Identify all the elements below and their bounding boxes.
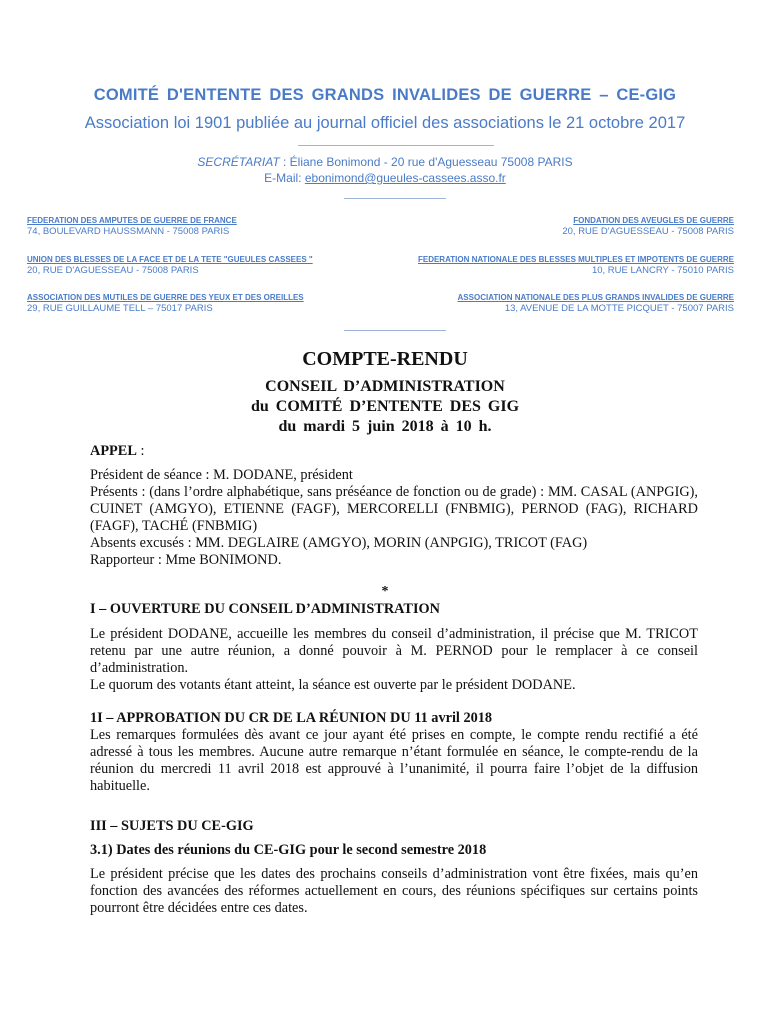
org-address: 74, BOULEVARD HAUSSMANN - 75008 PARIS	[27, 226, 230, 237]
org-block	[27, 255, 313, 276]
org-address: 29, RUE GUILLAUME TELL – 75017 PARIS	[27, 303, 213, 314]
appel-body	[90, 467, 698, 569]
org-block	[27, 293, 304, 314]
org-name: FEDERATION DES AMPUTES DE GUERRE DE FRANCE	[27, 216, 237, 225]
appel-president: Président de séance : M. DODANE, président	[90, 467, 353, 483]
sub-heading: 3.1) Dates des réunions du CE-GIG pour le second semestre 2018	[90, 842, 487, 858]
divider	[344, 198, 446, 199]
appel-absents: Absents excusés : MM. DEGLAIRE (AMGYO), MORIN (ANPGIG), TRICOT (FAG)	[90, 535, 588, 551]
org-address: 20, RUE D'AGUESSEAU - 75008 PARIS	[27, 265, 199, 276]
org-block	[562, 216, 734, 237]
section-heading: III – SUJETS DU CE-GIG	[90, 818, 254, 834]
email-line	[0, 171, 770, 185]
appel-rapporteur: Rapporteur : Mme BONIMOND.	[90, 552, 282, 568]
paragraph: Le président DODANE, accueille les membres du conseil d’administration, il précise que M. TRICOT retenu par une autre réunion, a donné pouvoir à M. PERNOD pour le remplacer à ce conseil d’administration.	[90, 626, 698, 676]
org-name: FONDATION DES AVEUGLES DE GUERRE	[573, 216, 734, 225]
org-name: ASSOCIATION NATIONALE DES PLUS GRANDS INVALIDES DE GUERRE	[457, 293, 734, 302]
document-date: du mardi 5 juin 2018 à 10 h.	[278, 418, 492, 435]
paragraph: Les remarques formulées dès avant ce jour ayant été prises en compte, le compte rendu rectifié a été adressé à tous les membres. Aucune autre remarque n’étant formulée en séance, le compte-rendu de la réunion du mercredi 11 avril 2018 est approuvé à l’unanimité, il pourra faire l’objet de la diffusion habituelle.	[90, 727, 698, 794]
paragraph: Le quorum des votants étant atteint, la séance est ouverte par le président DODANE.	[90, 677, 576, 693]
email-link[interactable]: ebonimond@gueules-cassees.asso.fr	[304, 171, 506, 185]
org-address: 13, AVENUE DE LA MOTTE PICQUET - 75007 PARIS	[504, 303, 734, 314]
section-2	[90, 710, 698, 795]
section-3-1-body	[90, 866, 698, 917]
org-block	[418, 255, 734, 276]
org-name: UNION DES BLESSES DE LA FACE ET DE LA TETE "GUEULES CASSEES "	[27, 255, 313, 264]
secretariat-label: SECRÉTARIAT	[197, 155, 280, 169]
org-block	[458, 293, 734, 314]
document-subtitle: du COMITÉ D’ENTENTE DES GIG	[250, 398, 520, 415]
org-name: FEDERATION NATIONALE DES BLESSES MULTIPLES ET IMPOTENTS DE GUERRE	[417, 255, 734, 264]
organization-title: COMITÉ D'ENTENTE DES GRANDS INVALIDES DE GUERRE – CE-GIG	[93, 86, 677, 104]
section-3	[90, 818, 698, 835]
secretariat-address: : Éliane Bonimond - 20 rue d'Aguesseau 75008 PARIS	[279, 155, 573, 169]
org-address: 20, RUE D'AGUESSEAU - 75008 PARIS	[562, 226, 734, 237]
appel-heading: APPEL :	[90, 443, 145, 459]
separator-star: *	[381, 584, 389, 599]
divider	[298, 145, 494, 146]
section-3-1	[90, 842, 698, 859]
email-label: E-Mail:	[264, 171, 305, 185]
organization-subtitle: Association loi 1901 publiée au journal officiel des associations le 21 octobre 2017	[84, 114, 686, 132]
secretariat-line	[0, 155, 770, 169]
section-1-body	[90, 626, 698, 694]
divider	[344, 330, 446, 331]
section-heading: I – OUVERTURE DU CONSEIL D’ADMINISTRATION	[90, 601, 440, 617]
section-1	[90, 601, 698, 618]
paragraph: Le président précise que les dates des prochains conseils d’administration vont être fixées, mais qu’en fonction des avancées des réformes actuellement en cours, des réunions spécifiques sur certains points pourront être décidées entre ces dates.	[90, 866, 698, 916]
appel-section	[90, 443, 698, 460]
org-block	[27, 216, 237, 237]
org-name: ASSOCIATION DES MUTILES DE GUERRE DES YEUX ET DES OREILLES	[27, 293, 304, 302]
section-heading: 1I – APPROBATION DU CR DE LA RÉUNION DU 11 avril 2018	[90, 710, 493, 726]
document-title: COMPTE-RENDU	[302, 348, 468, 370]
document-subtitle: CONSEIL D’ADMINISTRATION	[265, 378, 505, 395]
org-address: 10, RUE LANCRY - 75010 PARIS	[591, 265, 734, 276]
appel-presents: Présents : (dans l’ordre alphabétique, sans préséance de fonction ou de grade) : MM. CASAL (ANPGIG), CUINET (AMGYO), ETIENNE (FAGF), MERCORELLI (FNBMIG), PERNOD (FAG), RICHARD (FAGF), TACHÉ (FNBMIG)	[90, 484, 698, 534]
